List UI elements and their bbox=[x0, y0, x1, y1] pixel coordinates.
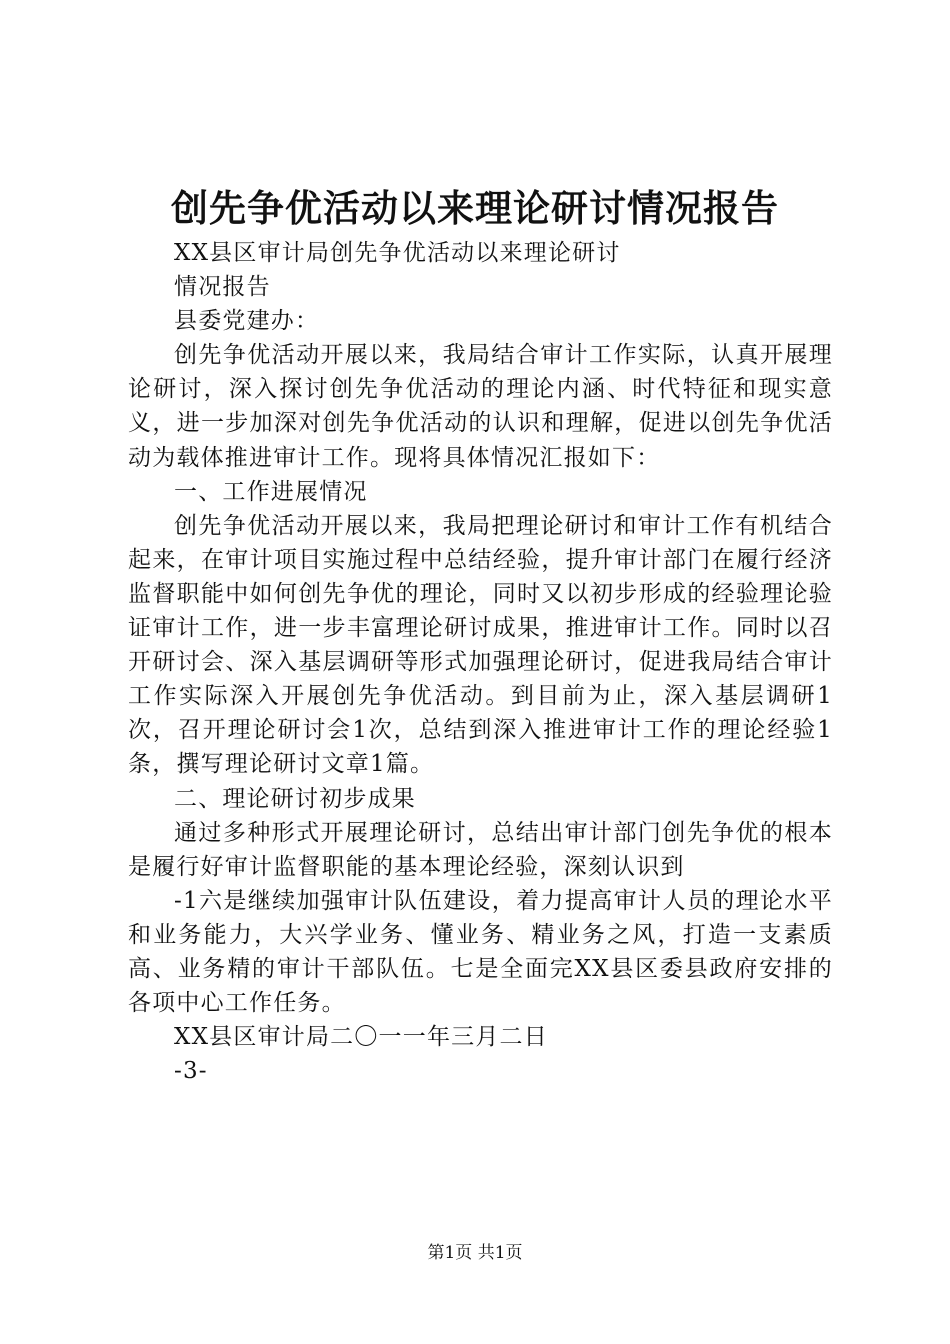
report-title-line: 情况报告 bbox=[174, 274, 271, 301]
inner-page-number: -3- bbox=[174, 1058, 208, 1085]
report-org-line: XX县区审计局创先争优活动以来理论研讨 bbox=[174, 240, 621, 266]
intro-paragraph: 创先争优活动开展以来，我局结合审计工作实际，认真开展理论研讨，深入探讨创先争优活动的理论内涵、时代特征和现实意义，进一步加深对创先争优活动的认识和理解，促进以创先争优活动为载体推进审计工作。现将具体情况汇报如下： bbox=[128, 342, 833, 471]
section-heading-results: 二、理论研讨初步成果 bbox=[174, 785, 416, 812]
progress-paragraph: 创先争优活动开展以来，我局把理论研讨和审计工作有机结合起来，在审计项目实施过程中总结经验，提升审计部门在履行经济监督职能中如何创先争优的理论，同时又以初步形成的经验理论验证审计工作，进一步丰富理论研讨成果，推进审计工作。同时以召开研讨会、深入基层调研等形式加强理论研讨，促进我局结合审计工作实际深入开展创先争优活动。到目前为止，深入基层调研1次，召开理论研讨会1次，总结到深入推进审计工作的理论经验1条，撰写理论研讨文章1篇。 bbox=[128, 512, 833, 778]
page-footer: 第1页 共1页 bbox=[427, 1243, 523, 1263]
document-body bbox=[128, 236, 833, 1088]
measures-paragraph: -1六是继续加强审计队伍建设，着力提高审计人员的理论水平和业务能力，大兴学业务、懂业务、精业务之风，打造一支素质高、业务精的审计干部队伍。七是全面完XX县区委县政府安排的各项中心工作任务。 bbox=[128, 887, 833, 1017]
recipient-line: 县委党建办： bbox=[174, 308, 320, 335]
section-heading-progress: 一、工作进展情况 bbox=[174, 478, 368, 505]
document-title: 创先争优活动以来理论研讨情况报告 bbox=[171, 186, 779, 230]
signature-date-line: XX县区审计局二〇一一年三月二日 bbox=[174, 1024, 548, 1051]
results-paragraph: 通过多种形式开展理论研讨，总结出审计部门创先争优的根本是履行好审计监督职能的基本理论经验，深刻认识到 bbox=[128, 819, 833, 880]
